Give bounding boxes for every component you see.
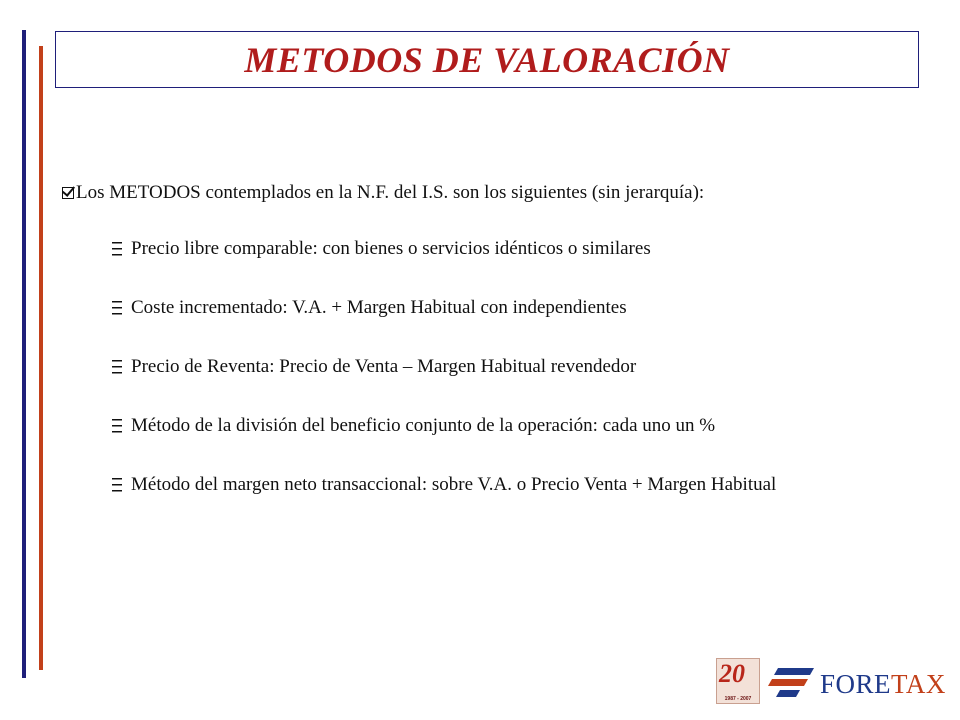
list-item-text: Precio libre comparable: con bienes o servicios idénticos o similares bbox=[131, 238, 651, 259]
brand-name-part2: TAX bbox=[891, 669, 946, 699]
method-list bbox=[112, 232, 940, 527]
list-item-text: Método del margen neto transaccional: sobre V.A. o Precio Venta + Margen Habitual bbox=[131, 474, 777, 495]
brand-name-part1: FORE bbox=[820, 669, 892, 699]
anniversary-years: 1987 - 2007 bbox=[724, 696, 752, 702]
intro-line bbox=[62, 179, 704, 207]
brand-name bbox=[820, 668, 946, 700]
triple-bar-icon bbox=[112, 301, 122, 315]
triple-bar-icon bbox=[112, 478, 122, 492]
intro-text: Los METODOS contemplados en la N.F. del I.S. son los siguientes (sin jerarquía): bbox=[76, 182, 705, 203]
flag-stripes-icon bbox=[766, 666, 816, 700]
checkbox-checked-icon bbox=[62, 187, 74, 199]
anniversary-badge bbox=[716, 658, 760, 704]
triple-bar-icon bbox=[112, 242, 122, 256]
anniversary-number: 20 bbox=[719, 659, 745, 688]
title-box bbox=[55, 31, 919, 88]
left-decorative-bar-red bbox=[39, 46, 43, 670]
left-decorative-bar-blue bbox=[22, 30, 26, 678]
slide-title: METODOS DE VALORACIÓN bbox=[244, 39, 730, 80]
foretax-logo bbox=[716, 658, 946, 708]
list-item bbox=[112, 468, 940, 502]
list-item bbox=[112, 350, 940, 384]
triple-bar-icon bbox=[112, 419, 122, 433]
list-item-text: Coste incrementado: V.A. + Margen Habitual con independientes bbox=[131, 297, 627, 318]
list-item bbox=[112, 409, 940, 443]
triple-bar-icon bbox=[112, 360, 122, 374]
list-item bbox=[112, 291, 940, 325]
list-item bbox=[112, 232, 940, 266]
list-item-text: Método de la división del beneficio conjunto de la operación: cada uno un % bbox=[131, 415, 716, 436]
list-item-text: Precio de Reventa: Precio de Venta – Margen Habitual revendedor bbox=[131, 356, 637, 377]
